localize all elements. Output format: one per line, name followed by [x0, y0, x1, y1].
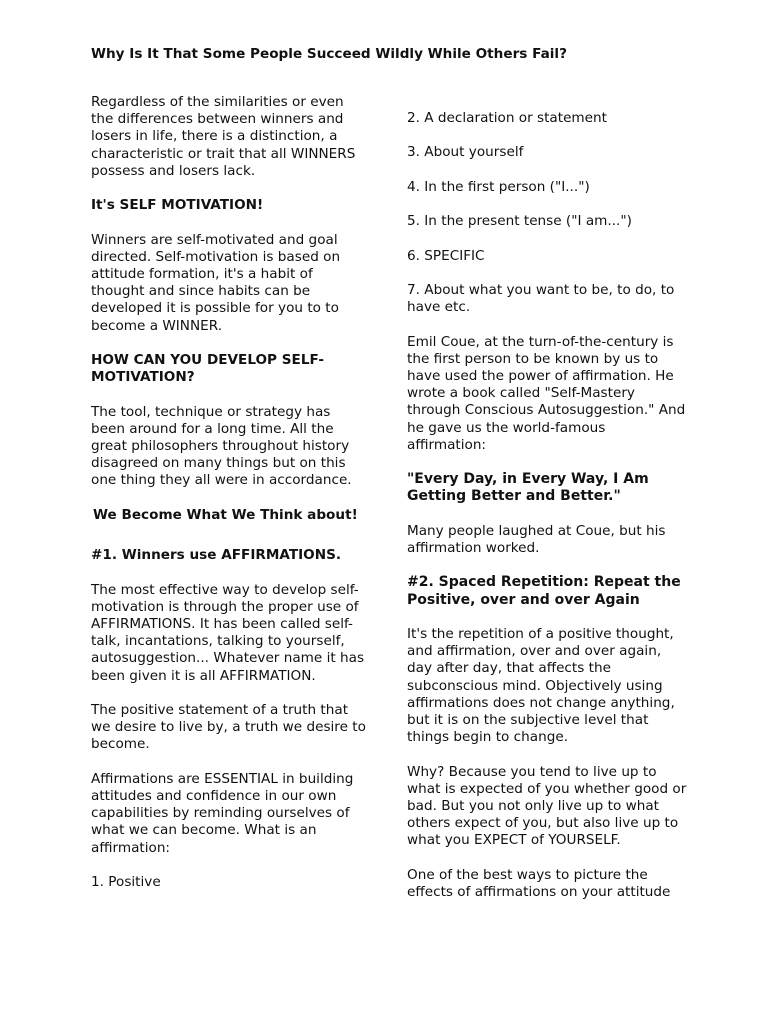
heading-self-motivation: It's SELF MOTIVATION!	[91, 197, 264, 214]
paragraph-intro: Regardless of the similarities or even the differences between winners and losers in life, there is a distinction, a characteristic or trait that all WINNERS possess and losers lack.	[91, 94, 356, 179]
paragraph-emil-coue: Emil Coue, at the turn-of-the-century is the first person to be known by us to have used the power of affirmation. He wrote a book called "Self-Mastery through Conscious Autosuggestion." And he gave us the world-famous affirmation:	[407, 333, 686, 453]
paragraph-laughed: Many people laughed at Coue, but his affirmation worked.	[407, 522, 666, 556]
paragraph-tool: The tool, technique or strategy has been around for a long time. All the great philosophers throughout history disagreed on many things but on this one thing they all were in accordance.	[91, 403, 352, 489]
heading-how-develop: HOW CAN YOU DEVELOP SELF-MOTIVATION?	[91, 352, 325, 386]
paragraph-best-ways: One of the best ways to picture the effects of affirmations on your attitude	[407, 866, 671, 900]
paragraph-repetition: It's the repetition of a positive thought, and affirmation, over and over again, day after day, that affects the subconscious mind. Objectively using affirmations does not change anything, but it is on the subjective level that things begin to change.	[407, 625, 675, 746]
list-item-about-yourself: 3. About yourself	[407, 144, 524, 161]
page-title: Why Is It That Some People Succeed Wildly While Others Fail?	[91, 46, 567, 62]
paragraph-essential: Affirmations are ESSENTIAL in building attitudes and confidence in our own capabilities by reminding ourselves of what we can become. What is an affirmation:	[91, 770, 354, 856]
quote-every-day: "Every Day, in Every Way, I Am Getting Better and Better."	[407, 471, 649, 505]
list-item-declaration: 2. A declaration or statement	[407, 110, 607, 126]
list-item-specific: 6. SPECIFIC	[407, 247, 485, 264]
heading-spaced-repetition: #2. Spaced Repetition: Repeat the Positive, over and over Again	[407, 574, 681, 608]
list-item-present-tense: 5. In the present tense ("I am...")	[407, 213, 632, 230]
right-column	[407, 110, 687, 918]
list-item-first-person: 4. In the first person ("I...")	[407, 178, 590, 195]
heading-we-become: We Become What We Think about!	[93, 506, 358, 523]
paragraph-most-effective: The most effective way to develop self-motivation is through the proper use of AFFIRMATIONS. It has been called self-talk, incantations, talking to yourself, autosuggestion... Whatever name it has been given it is all AFFIRMATION.	[91, 581, 365, 684]
heading-affirmations: #1. Winners use AFFIRMATIONS.	[91, 547, 342, 564]
list-item-about-what: 7. About what you want to be, to do, to have etc.	[407, 281, 675, 316]
paragraph-why: Why? Because you tend to live up to what is expected of you whether good or bad. But you not only live up to what others expect of you, but also live up to what you EXPECT of YOURSELF.	[407, 763, 687, 849]
paragraph-positive-statement: The positive statement of a truth that we desire to live by, a truth we desire to become.	[91, 701, 366, 753]
list-item-positive: 1. Positive	[91, 873, 161, 890]
paragraph-winners: Winners are self-motivated and goal directed. Self-motivation is based on attitude formation, it's a habit of thought and since habits can be developed it is possible for you to to become a WINNER.	[91, 231, 341, 334]
left-column	[91, 94, 366, 908]
